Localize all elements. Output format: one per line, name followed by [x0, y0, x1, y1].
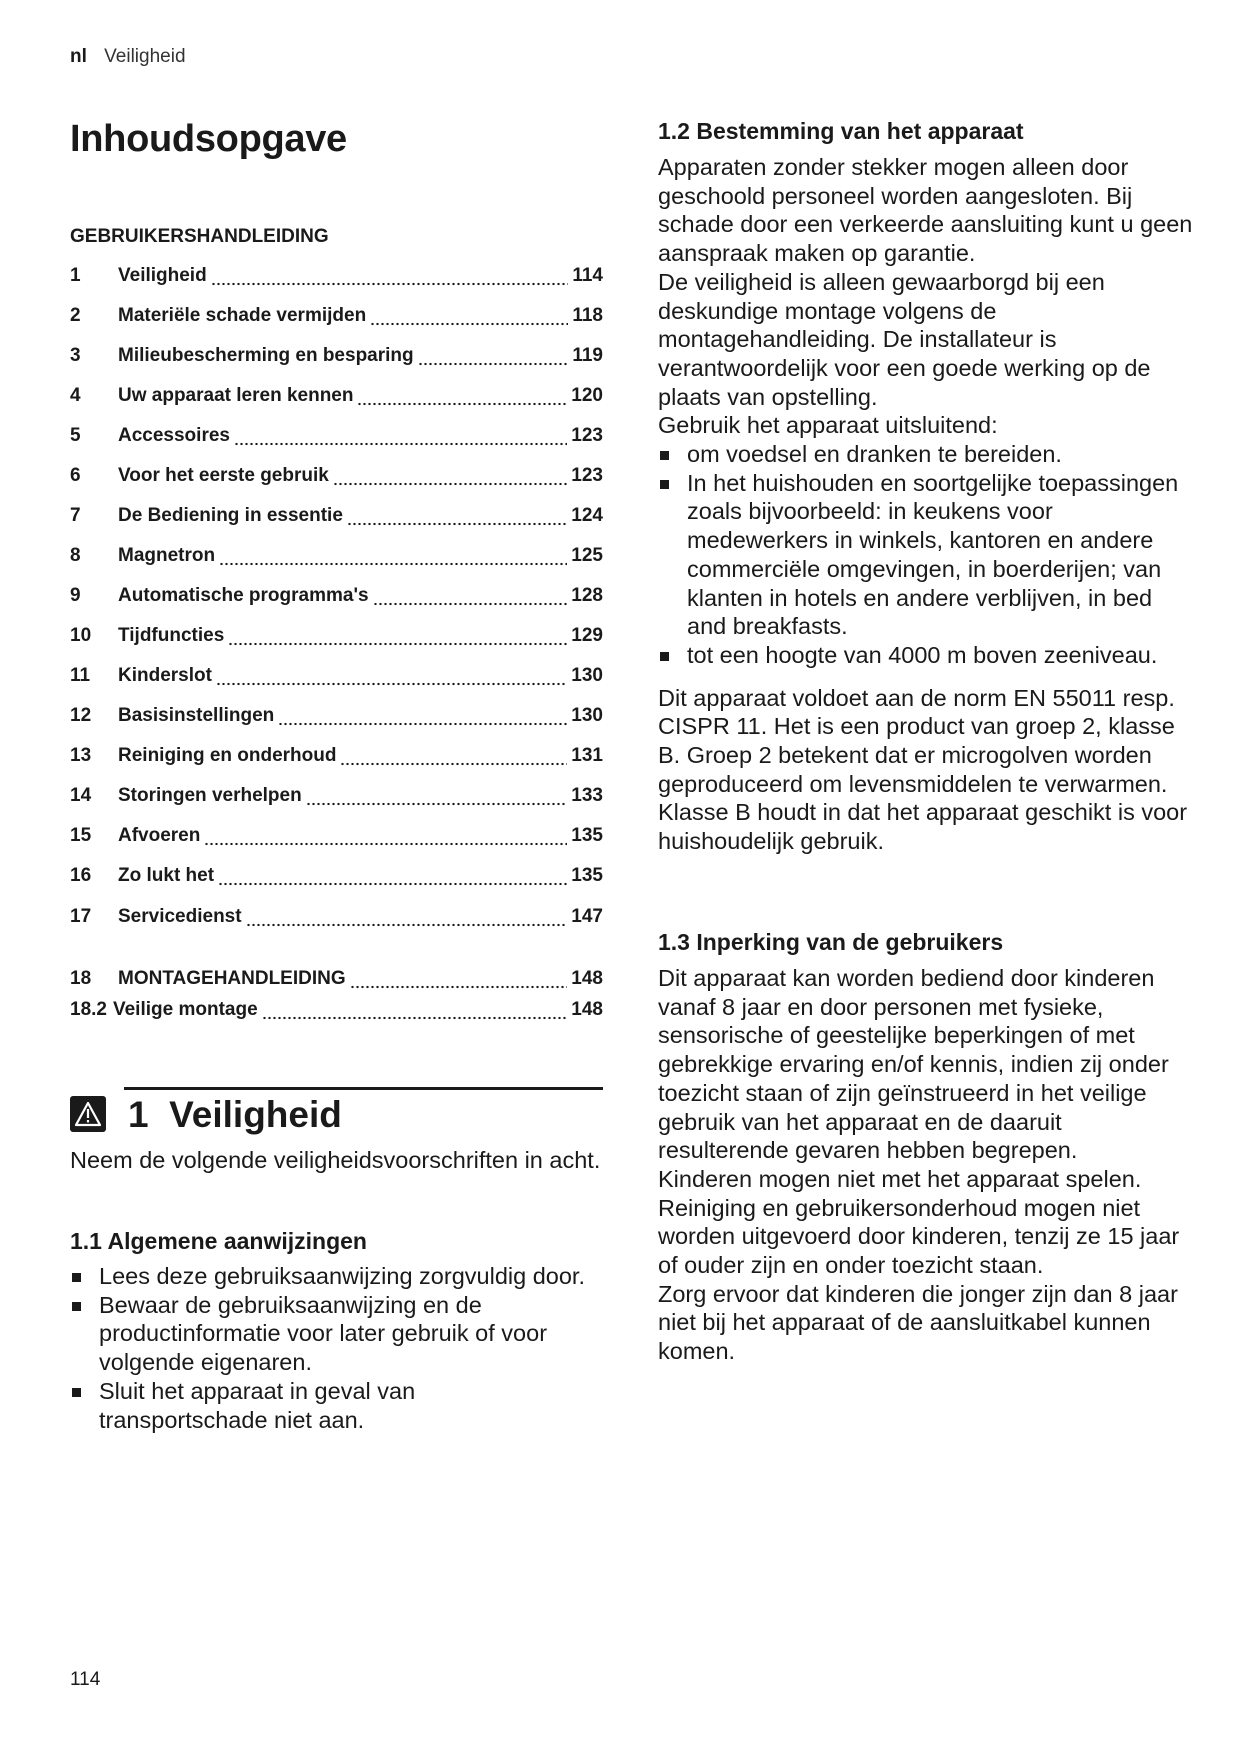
general-instructions [70, 1262, 590, 1434]
toc-entry-title: Kinderslot [118, 665, 212, 686]
bullet-list [658, 440, 1193, 670]
section-heading [128, 1094, 342, 1136]
toc-leader [218, 882, 567, 886]
toc-entry-page: 148 [571, 999, 603, 1020]
toc-entry[interactable] [70, 665, 603, 691]
toc-entry-page: 130 [571, 705, 603, 726]
toc-entry-title: De Bediening in essentie [118, 505, 343, 526]
toc-entry-page: 125 [571, 545, 603, 566]
toc-entry-page: 135 [571, 825, 603, 846]
toc-entry-number: 7 [70, 505, 81, 526]
paragraph: Reiniging en gebruikersonderhoud mogen niet worden uitgevoerd door kinderen, tenzij ze 15 jaar of ouder zijn en onder toezicht staan. [658, 1194, 1180, 1279]
page-number: 114 [70, 1669, 101, 1690]
language-code: nl [70, 46, 87, 67]
toc-entry-page: 123 [571, 425, 603, 446]
list-item: tot een hoogte van 4000 m boven zeeniveau. [658, 641, 1193, 670]
bullet-list [70, 1262, 590, 1434]
toc-entry-number: 2 [70, 305, 81, 326]
toc-entry-page: 120 [571, 385, 603, 406]
toc-entry[interactable] [70, 505, 603, 531]
toc-entry-page: 133 [571, 785, 603, 806]
toc-entry-title: Magnetron [118, 545, 216, 566]
toc-entry-title: Afvoeren [118, 825, 201, 846]
toc-entry-title: Zo lukt het [118, 865, 215, 886]
warning-icon [70, 1096, 106, 1132]
toc-entry-title: Automatische programma's [118, 585, 369, 606]
section-rule [124, 1087, 603, 1090]
toc-leader [228, 642, 567, 646]
toc-entry-number: 3 [70, 345, 81, 366]
page-header [70, 46, 186, 68]
toc-entry[interactable] [70, 625, 603, 651]
toc-entry-montage[interactable] [70, 999, 603, 1025]
toc-entry[interactable] [70, 545, 603, 571]
toc-leader [234, 442, 567, 446]
user-restrictions-text [658, 964, 1193, 1366]
toc-entry[interactable] [70, 265, 603, 291]
paragraph: Dit apparaat voldoet aan de norm EN 55011 resp. CISPR 11. Het is een product van groep 2, klasse B. Groep 2 betekent dat er microgolven worden geproduceerd om levensmiddelen te verwarmen. Klasse B houdt in dat het apparaat geschikt is voor huishoudelijk gebruik. [658, 684, 1188, 855]
toc-entry-number: 18 [70, 968, 92, 989]
paragraph: De veiligheid is alleen gewaarborgd bij een deskundige montage volgens de montagehandleiding. De installateur is verantwoordelijk voor een goede werking op de plaats van opstelling. [658, 268, 1151, 410]
section-intro: Neem de volgende veiligheidsvoorschriften in acht. [70, 1147, 601, 1173]
toc-entry-page: 130 [571, 665, 603, 686]
toc-title: Inhoudsopgave [70, 118, 347, 160]
toc-leader [370, 322, 568, 326]
toc-entry-number: 9 [70, 585, 81, 606]
toc-entry-montage[interactable] [70, 968, 603, 994]
toc-entry-title: Accessoires [118, 425, 230, 446]
toc-entry-title: Milieubescherming en besparing [118, 345, 414, 366]
subsection-heading: 1.1 Algemene aanwijzingen [70, 1228, 367, 1254]
toc-leader [306, 802, 568, 806]
toc-entry[interactable] [70, 385, 603, 411]
toc-entry[interactable] [70, 585, 603, 611]
toc-entry[interactable] [70, 825, 603, 851]
paragraph: Kinderen mogen niet met het apparaat spelen. [658, 1165, 1142, 1192]
toc-entry[interactable] [70, 705, 603, 731]
list-item: Sluit het apparaat in geval van transportschade niet aan. [70, 1377, 590, 1434]
toc-leader [246, 923, 568, 927]
toc-entry-page: 129 [571, 625, 603, 646]
toc-entry-title: Servicedienst [118, 906, 242, 927]
toc-entry-title: MONTAGEHANDLEIDING [118, 968, 346, 989]
toc-entry-page: 119 [572, 345, 603, 366]
toc-entry-title: Tijdfuncties [118, 625, 225, 646]
toc-entry[interactable] [70, 785, 603, 811]
toc-entry-page: 114 [572, 265, 603, 286]
toc-entry-title: Reiniging en onderhoud [118, 745, 337, 766]
toc-leader [347, 522, 567, 526]
toc-entry-number: 17 [70, 906, 92, 927]
toc-entry-number: 14 [70, 785, 92, 806]
toc-entry[interactable] [70, 745, 603, 771]
toc-entry-title: Veilige montage [112, 999, 258, 1020]
toc-leader [373, 602, 568, 606]
toc-entry-page: 118 [572, 305, 603, 326]
paragraph: Dit apparaat kan worden bediend door kinderen vanaf 8 jaar en door personen met fysieke, sensorische of geestelijke beperkingen of met gebrekkige ervaring en/of kennis, indien zij onder toezicht staan of zijn geïnstrueerd in het veilige gebruik van het apparaat en de daaruit resulterende gevaren hebben begrepen. [658, 965, 1169, 1164]
toc-entry-number: 6 [70, 465, 81, 486]
subsection-heading: 1.3 Inperking van de gebruikers [658, 929, 1004, 955]
toc-entry-number: 16 [70, 865, 92, 886]
subsection-heading: 1.2 Bestemming van het apparaat [658, 118, 1024, 144]
paragraph: Zorg ervoor dat kinderen die jonger zijn dan 8 jaar niet bij het apparaat of de aansluitkabel kunnen komen. [658, 1280, 1178, 1365]
toc-entry-page: 131 [571, 745, 603, 766]
toc-entry-page: 124 [571, 505, 603, 526]
toc-entry-page: 123 [571, 465, 603, 486]
toc-entry-title: Materiële schade vermijden [118, 305, 367, 326]
intended-use-text [658, 153, 1193, 856]
toc-entry-number: 10 [70, 625, 92, 646]
toc-leader [278, 722, 567, 726]
toc-entry-number: 15 [70, 825, 92, 846]
toc-entry[interactable] [70, 345, 603, 371]
list-item: Lees deze gebruiksaanwijzing zorgvuldig door. [70, 1262, 590, 1291]
toc-leader [219, 562, 567, 566]
toc-entry-title: Voor het eerste gebruik [118, 465, 329, 486]
toc-entry-number: 13 [70, 745, 92, 766]
paragraph: Gebruik het apparaat uitsluitend: [658, 412, 998, 439]
toc-entry[interactable] [70, 906, 603, 932]
toc-subtitle: GEBRUIKERSHANDLEIDING [70, 226, 329, 247]
toc-entry-number: 8 [70, 545, 81, 566]
toc-entry-title: Veiligheid [118, 265, 207, 286]
toc-entry-page: 148 [571, 968, 603, 989]
section-title: Veiligheid [169, 1094, 342, 1135]
toc-entry-number: 12 [70, 705, 92, 726]
toc-entry[interactable] [70, 465, 603, 491]
toc-leader [333, 482, 567, 486]
toc-leader [216, 682, 567, 686]
toc-leader [350, 985, 568, 989]
toc-leader [204, 842, 567, 846]
paragraph: Apparaten zonder stekker mogen alleen door geschoold personeel worden aangesloten. Bij schade door een verkeerde aansluiting kunt u geen aanspraak maken op garantie. [658, 154, 1193, 267]
toc-entry-number: 5 [70, 425, 81, 446]
list-item: Bewaar de gebruiksaanwijzing en de productinformatie voor later gebruik of voor volgende eigenaren. [70, 1291, 590, 1377]
section-number: 1 [128, 1094, 149, 1135]
toc-entry-title: Basisinstellingen [118, 705, 275, 726]
toc-entry-page: 135 [571, 865, 603, 886]
toc-leader [357, 402, 567, 406]
toc-entry-page: 128 [571, 585, 603, 606]
toc-entry[interactable] [70, 425, 603, 451]
toc-entry-number: 18.2 [70, 999, 107, 1020]
toc-leader [418, 362, 569, 366]
toc-entry-number: 4 [70, 385, 81, 406]
toc-entry-page: 147 [571, 906, 603, 927]
toc-entry-title: Uw apparaat leren kennen [118, 385, 354, 406]
list-item: om voedsel en dranken te bereiden. [658, 440, 1193, 469]
toc-entry[interactable] [70, 865, 603, 891]
toc-leader [340, 762, 567, 766]
toc-entry-number: 1 [70, 265, 81, 286]
header-section: Veiligheid [104, 46, 186, 67]
list-item: In het huishouden en soortgelijke toepassingen zoals bijvoorbeeld: in keukens voor medewerkers in winkels, kantoren en andere commerciële omgevingen, in boerderijen; van klanten in hotels en andere verblijven, in bed and breakfasts. [658, 469, 1193, 641]
toc-leader [211, 282, 569, 286]
toc-entry-number: 11 [70, 665, 91, 686]
toc-leader [262, 1016, 568, 1020]
toc-entry-title: Storingen verhelpen [118, 785, 302, 806]
toc-entry[interactable] [70, 305, 603, 331]
